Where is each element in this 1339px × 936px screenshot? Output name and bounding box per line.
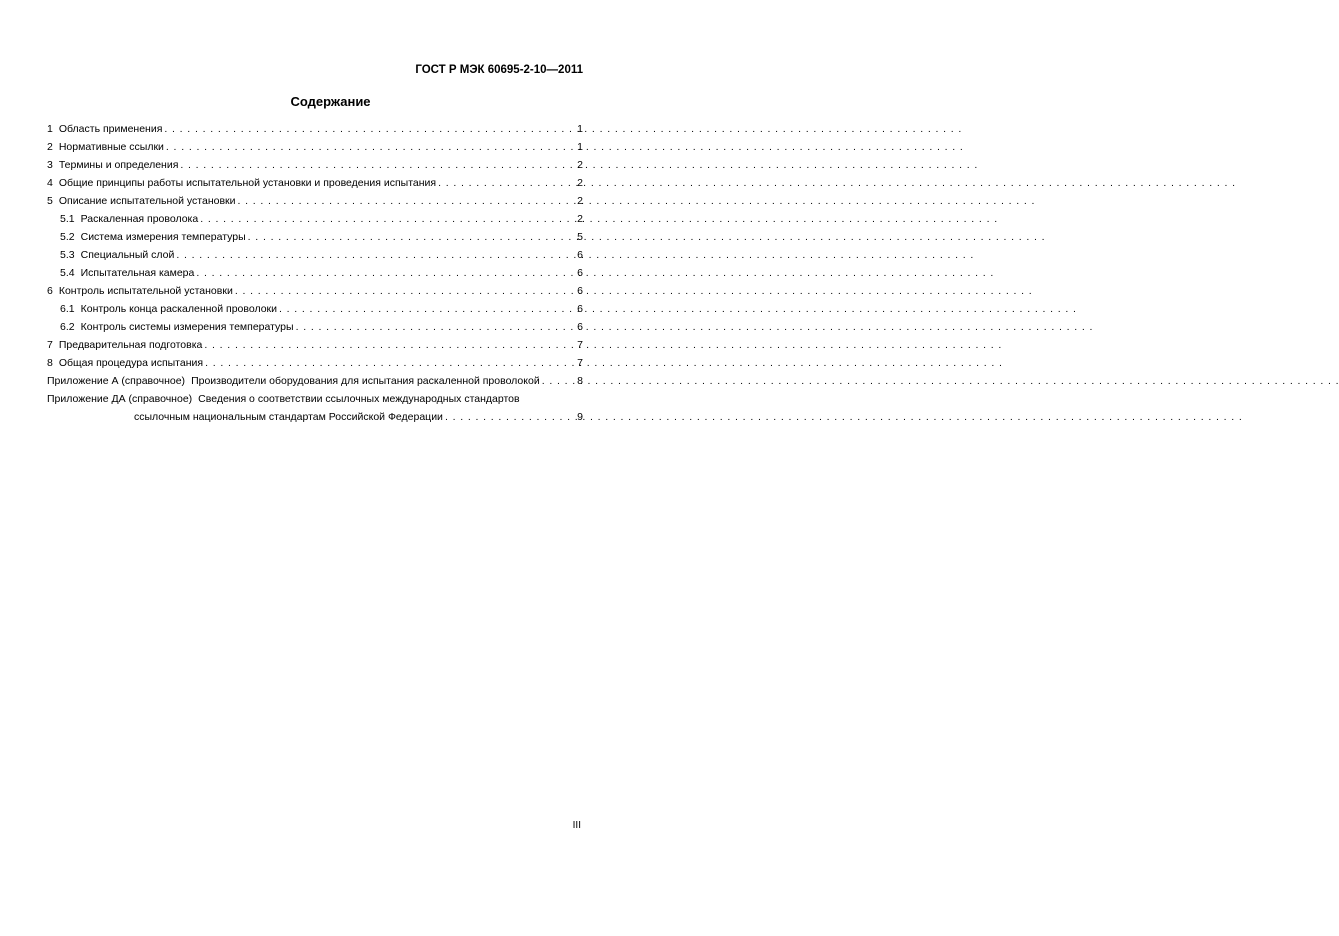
dot-leader (248, 228, 573, 246)
toc-entry-page: 1 (577, 123, 583, 135)
toc-entry-number: 7 (47, 339, 53, 351)
dot-leader (542, 372, 573, 390)
dot-leader (204, 336, 573, 354)
annex-entry[interactable] (47, 372, 583, 390)
dot-leader (176, 246, 573, 264)
dot-leader (164, 120, 573, 138)
toc-entry[interactable] (47, 318, 583, 336)
toc-entry[interactable] (47, 264, 583, 282)
toc-entry-page: 6 (577, 249, 583, 261)
toc-entry-title: Общая процедура испытания (58, 357, 204, 369)
toc-entry-title: Область применения (58, 123, 163, 135)
annex-page: 9 (577, 411, 583, 423)
document-code: ГОСТ Р МЭК 60695-2-10—2011 (415, 64, 583, 76)
toc-entry[interactable] (47, 300, 583, 318)
toc-entry-number: 6.1 (60, 303, 75, 315)
annex-title-continued: ссылочным национальным стандартам Российской Федерации (134, 411, 443, 423)
toc-entry-title: Специальный слой (80, 249, 175, 261)
dot-leader (200, 210, 573, 228)
toc-entry-title: Испытательная камера (80, 267, 195, 279)
toc-entry-number: 8 (47, 357, 53, 369)
annex-title: Производители оборудования для испытания раскаленной проволокой (191, 375, 540, 387)
toc-entry[interactable] (47, 156, 583, 174)
toc-entry[interactable] (47, 120, 583, 138)
toc-entry-page: 2 (577, 159, 583, 171)
toc-entry-number: 1 (47, 123, 53, 135)
toc-entry-page: 2 (577, 177, 583, 189)
dot-leader (205, 354, 573, 372)
toc-entry-title: Описание испытательной установки (58, 195, 236, 207)
annex-entry-continued[interactable] (47, 408, 583, 426)
toc-entry-page: 5 (577, 231, 583, 243)
toc-entry-page: 1 (577, 141, 583, 153)
annex-prefix: Приложение А (справочное) (47, 375, 186, 387)
toc-entry-number: 5 (47, 195, 53, 207)
annex-prefix: Приложение ДА (справочное) (47, 393, 193, 405)
toc-entry-title: Нормативные ссылки (58, 141, 164, 153)
toc-entry-number: 5.3 (60, 249, 75, 261)
toc-entry-title: Контроль конца раскаленной проволоки (80, 303, 278, 315)
toc-entry[interactable] (47, 354, 583, 372)
toc-entry-title: Термины и определения (58, 159, 179, 171)
toc-entry-page: 7 (577, 339, 583, 351)
toc-entry[interactable] (47, 246, 583, 264)
toc-entry-page: 6 (577, 267, 583, 279)
toc-entry-title: Раскаленная проволока (80, 213, 199, 225)
toc-entry[interactable] (47, 192, 583, 210)
toc-entry-number: 5.4 (60, 267, 75, 279)
toc-entry-page: 2 (577, 213, 583, 225)
toc-entry[interactable] (47, 210, 583, 228)
toc-entry-title: Общие принципы работы испытательной установки и проведения испытания (58, 177, 437, 189)
toc-entry[interactable] (47, 174, 583, 192)
toc-entry-page: 6 (577, 303, 583, 315)
page-number: III (572, 820, 581, 831)
toc-entry-number: 6 (47, 285, 53, 297)
dot-leader (180, 156, 573, 174)
dot-leader (445, 408, 573, 426)
toc-title: Содержание (290, 94, 371, 109)
dot-leader (166, 138, 573, 156)
toc-entry-page: 6 (577, 285, 583, 297)
toc-entry-page: 7 (577, 357, 583, 369)
toc-entry-number: 6.2 (60, 321, 75, 333)
toc-entry-title: Контроль системы измерения температуры (80, 321, 294, 333)
toc-entry-title: Система измерения температуры (80, 231, 246, 243)
toc-entry-number: 5.1 (60, 213, 75, 225)
toc-entry-number: 5.2 (60, 231, 75, 243)
toc-entry-number: 3 (47, 159, 53, 171)
dot-leader (235, 282, 573, 300)
toc-entry-page: 2 (577, 195, 583, 207)
toc-entry-number: 2 (47, 141, 53, 153)
annex-page: 8 (577, 375, 583, 387)
toc-entry-title: Контроль испытательной установки (58, 285, 233, 297)
dot-leader (238, 192, 573, 210)
dot-leader (438, 174, 573, 192)
dot-leader (196, 264, 573, 282)
toc-entry[interactable] (47, 336, 583, 354)
toc-entry-title: Предварительная подготовка (58, 339, 203, 351)
toc-entry[interactable] (47, 138, 583, 156)
toc-entry-page: 6 (577, 321, 583, 333)
toc-entry[interactable] (47, 228, 583, 246)
annex-entry[interactable] (47, 390, 583, 408)
annex-title: Сведения о соответствии ссылочных международных стандартов (198, 393, 520, 405)
toc-entry[interactable] (47, 282, 583, 300)
dot-leader (296, 318, 573, 336)
dot-leader (279, 300, 573, 318)
toc-entry-number: 4 (47, 177, 53, 189)
table-of-contents (47, 120, 583, 426)
